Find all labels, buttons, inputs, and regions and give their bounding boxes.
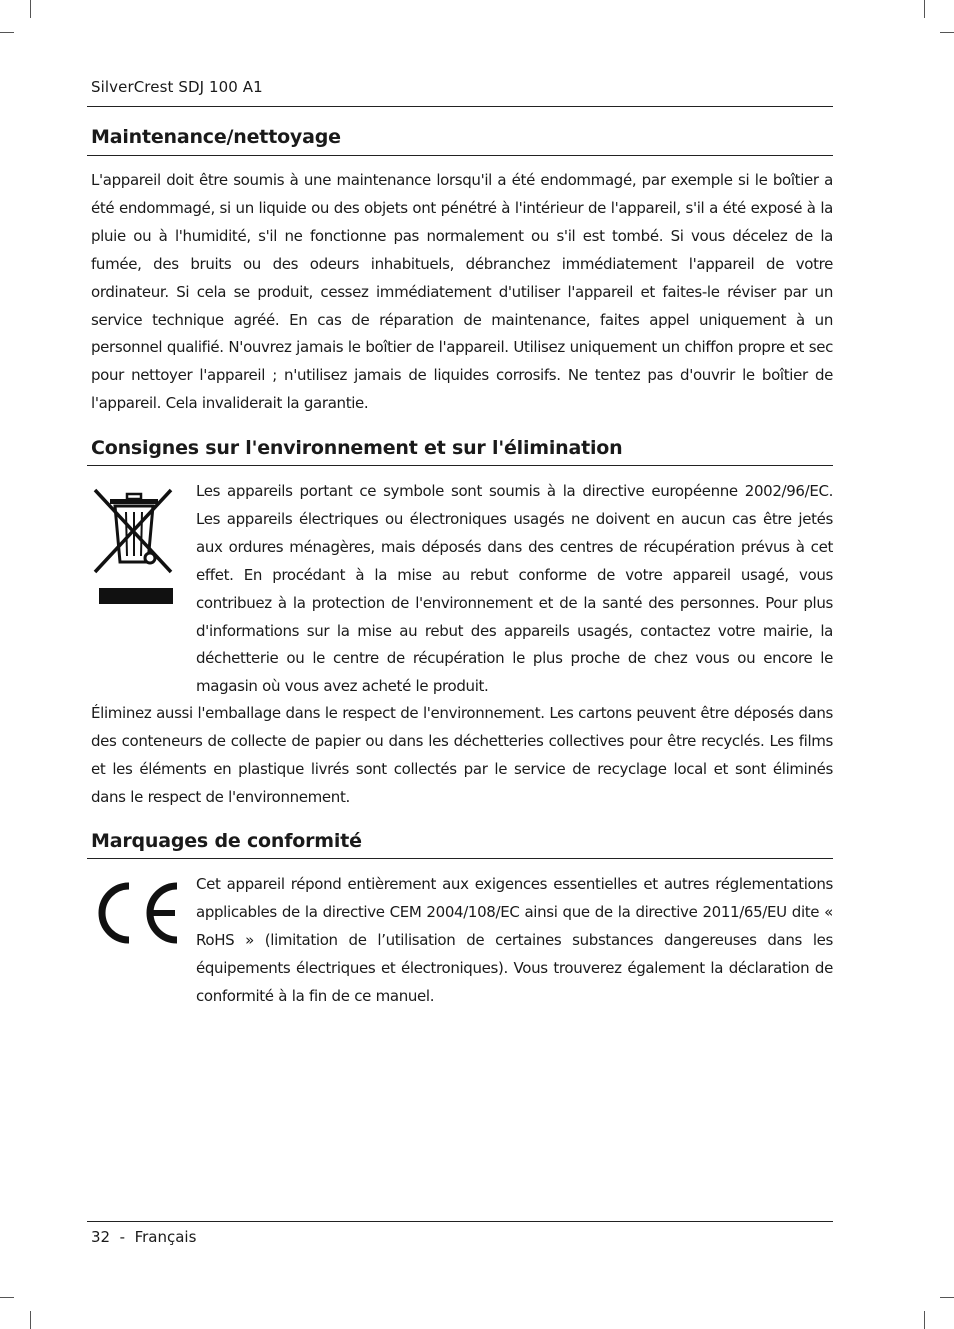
section-heading-maintenance: Maintenance/nettoyage — [91, 126, 341, 148]
crop-mark — [0, 32, 14, 33]
footer-rule — [87, 1221, 833, 1222]
section-rule — [87, 155, 833, 156]
crop-mark — [30, 0, 31, 18]
crop-mark — [30, 1311, 31, 1329]
header-rule — [87, 106, 833, 107]
page-number-label: 32 - Français — [91, 1228, 197, 1246]
section-rule — [87, 465, 833, 466]
packaging-paragraph: Éliminez aussi l'emballage dans le respect de l'environnement. Les cartons peuvent être déposés dans des conteneurs de collecte de papier ou dans les déchetteries collectives pour être recyclés. Les films et les éléments en plastique livrés sont collectés par le service de recyclage local et sont éliminés dans le respect de l'environnement. — [91, 704, 833, 806]
maintenance-paragraph: L'appareil doit être soumis à une maintenance lorsqu'il a été endommagé, par exemple si le boîtier a été endommagé, si un liquide ou des objets ont pénétré à l'intérieur de l'appareil, s'il a été exposé à la pluie ou à l'humidité, s'il ne fonctionne pas normalement ou s'il est tombé. Si vous décelez de la fumée, des bruits ou des odeurs inhabituels, débranchez immédiatement l'appareil de votre ordinateur. Si cela se produit, cessez immédiatement d'utiliser l'appareil et faites-le réviser par un service technique agréé. En cas de réparation de maintenance, faites appel uniquement à un personnel qualifié. N'ouvrez jamais le boîtier de l'appareil. Utilisez uniquement un chiffon propre et sec pour nettoyer l'appareil ; n'utilisez jamais de liquides corrosifs. Ne tentez pas d'ouvrir le boîtier de l'appareil. Cela invaliderait la garantie. — [91, 171, 833, 413]
crop-mark — [940, 1297, 954, 1298]
conformity-paragraph: Cet appareil répond entièrement aux exigences essentielles et autres réglementations applicables de la directive CEM 2004/108/EC ainsi que de la directive 2011/65/EU dite « RoHS » (limitation de l’utilisation de certaines substances dangereuses dans les équipements électriques et électroniques). Vous trouverez également la déclaration de conformité à la fin de ce manuel. — [196, 875, 833, 1005]
document-header-title: SilverCrest SDJ 100 A1 — [91, 78, 263, 96]
crop-mark — [924, 1311, 925, 1329]
crop-mark — [924, 0, 925, 18]
section-rule — [87, 858, 833, 859]
section-heading-conformity: Marquages de conformité — [91, 830, 362, 852]
crop-mark — [940, 32, 954, 33]
weee-crossed-bin-icon — [91, 484, 177, 608]
ce-mark-icon — [91, 880, 181, 946]
environment-paragraph: Les appareils portant ce symbole sont soumis à la directive européenne 2002/96/EC. Les appareils électriques ou électroniques usagés ne doivent en aucun cas être jetés aux ordures ménagères, mais déposés dans des centres de récupération prévus à cet effet. En procédant à la mise au rebut conforme de votre appareil usagé, vous contribuez à la protection de l'environnement et de la santé des personnes. Pour plus d'informations sur la mise au rebut des appareils usagés, contactez votre mairie, la déchetterie ou le centre de récupération le plus proche de chez vous ou encore le magasin où vous avez acheté le produit. — [196, 482, 833, 696]
crop-mark — [0, 1297, 14, 1298]
section-heading-environment: Consignes sur l'environnement et sur l'élimination — [91, 437, 623, 459]
